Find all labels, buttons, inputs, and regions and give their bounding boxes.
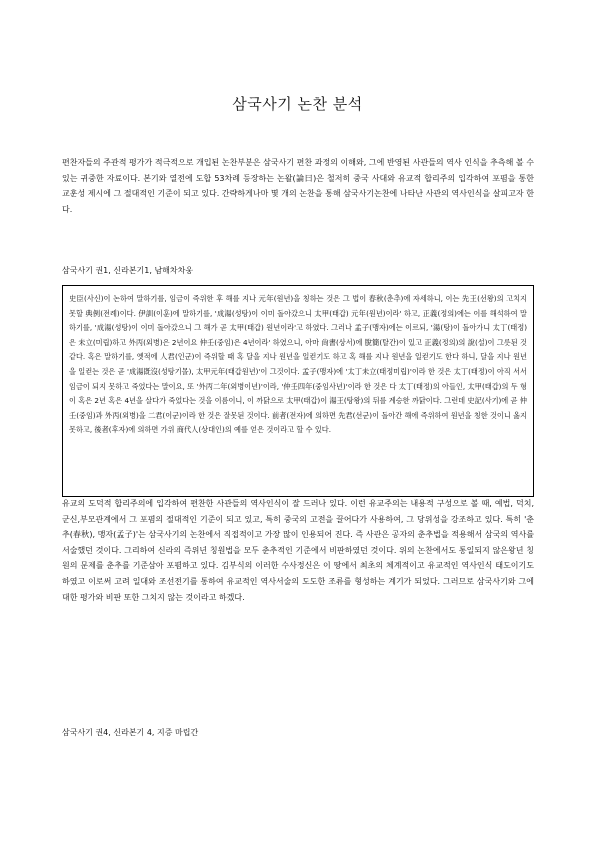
- page-title: 삼국사기 논찬 분석: [232, 95, 363, 113]
- commentary-paragraph: 유교의 도덕적 합리주의에 입각하여 편찬한 사관들의 역사인식이 잘 드러나 있다. 이런 유교주의는 내용적 구성으로 볼 때, 예법, 덕치, 군신,부모관계에서 그 포폄의 절대적인 기준이 되고 있고, 특히 중국의 고전을 끌어다가 사용하여, 그 당위성을 강조하고 있다. 특히 '춘추(春秋), 맹자(孟子)'는 삼국사기의 논찬에서 직접적이고 가장 많이 인용되어 진다. 즉 사관은 공자의 춘추법을 적용해서 삼국의 역사를 서술했던 것이다. 그리하여 신라의 즉위년 칭원법을 모두 춘추적인 기준에서 비판하였던 것이다. 위의 논찬에서도 통일되지 않은왕년 칭원의 문제를 춘추를 기준삼아 포폄하고 있다. 김부식의 이러한 수사정신은 이 땅에서 최초의 체계적이고 유교적인 역사인식 태도이기도 하였고 이로써 고려 일대와 조선전기를 통하여 유교적인 역사서술의 도도한 조류를 형성하는 계기가 되었다. 그러므로 삼국사기와 그에 대한 평가와 비판 또한 그치지 않는 것이라고 하겠다.: [62, 499, 534, 602]
- section-heading-2: 삼국사기 권4, 신라본기 4, 지증 마립간: [62, 728, 199, 737]
- intro-paragraph: 편찬자들의 주관적 평가가 적극적으로 개입된 논찬부분은 삼국사기 편찬 과정의 이해와, 그에 반영된 사관들의 역사 인식을 추측해 볼 수 있는 귀중한 자료이다. 본기와 열전에 도합 53차례 등장하는 논왈(論曰)은 철저히 중국 사대와 유교적 합리주의 입각하여 포폄을 통한 교훈성 제시에 그 절대적인 기준이 되고 있다. 간략하게나마 몇 개의 논찬을 통해 삼국사기논찬에 나타난 사관의 역사인식을 살피고자 한다.: [62, 158, 534, 214]
- quote-box: [62, 285, 534, 497]
- quote-text: 史臣(사신)이 논하여 말하기를, 임금이 즉위한 후 해를 지나 元年(원년)을 칭하는 것은 그 법이 春秋(춘추)에 자세하니, 이는 先王(선왕)의 고치지 못할 典例(전례)이다. 伊訓(이훈)에 말하기를, '成湯(성탕)이 이미 돌아갔으니 太甲(태갑) 元年(원년)이라' 하고, 正義(정의)에는 이를 해석하여 말하기를, '成湯(성탕)이 이미 돌아갔으니 그 해가 곧 太甲(태갑) 원년이라'고 하였다. 그러나 孟子(맹자)에는 이르되, '湯(탕)이 돌아가니 太丁(태정)은 未立(미립)하고 外丙(외병)은 2년이요 仲壬(중임)은 4년이라' 하였으니, 아마 尙書(상서)에 脫簡(탈간)이 있고 正義(정의)의 說(설)이 그릇된 것 같다. 혹은 말하기를, 옛적에 人君(인군)이 즉위할 때 혹 달을 지나 원년을 일컫기도 하고 혹 해를 지나 원년을 일컫기도 한다 하니, 달을 지나 원년을 일컫는 것은 곧 '成湯既沒(성탕기몰), 太甲元年(태갑원년)'이 그것이다. 孟子(맹자)에 '太丁未立(태정미립)'이라 한 것은 太丁(태정)이 아직 서서 임금이 되지 못하고 죽었다는 말이요, 또 '外丙二年(외병이년)'이라, '仲壬四年(중임사년)'이라 한 것은 다 太丁(태정)의 아들인, 太甲(태갑)의 두 형이 혹은 2년 혹은 4년을 살다가 죽었다는 것을 이름이니, 이 까닭으로 太甲(태갑)이 湯王(탕왕)의 뒤를 계승한 까닭이다. 그런데 史記(사기)에 곧 仲壬(중임)과 外丙(외병)을 二君(이군)이라 한 것은 잘못된 것이다. 前者(전자)에 의하면 先君(선군)이 돌아간 해에 즉위하여 원년을 칭한 것이니 옳지 못하고, 後者(후자)에 의하면 가위 商代人(상대인)의 예를 얻은 것이라고 할 수 있다.: [69, 294, 527, 435]
- section-heading-1: 삼국사기 권1, 신라본기1, 남해차차웅: [62, 266, 194, 275]
